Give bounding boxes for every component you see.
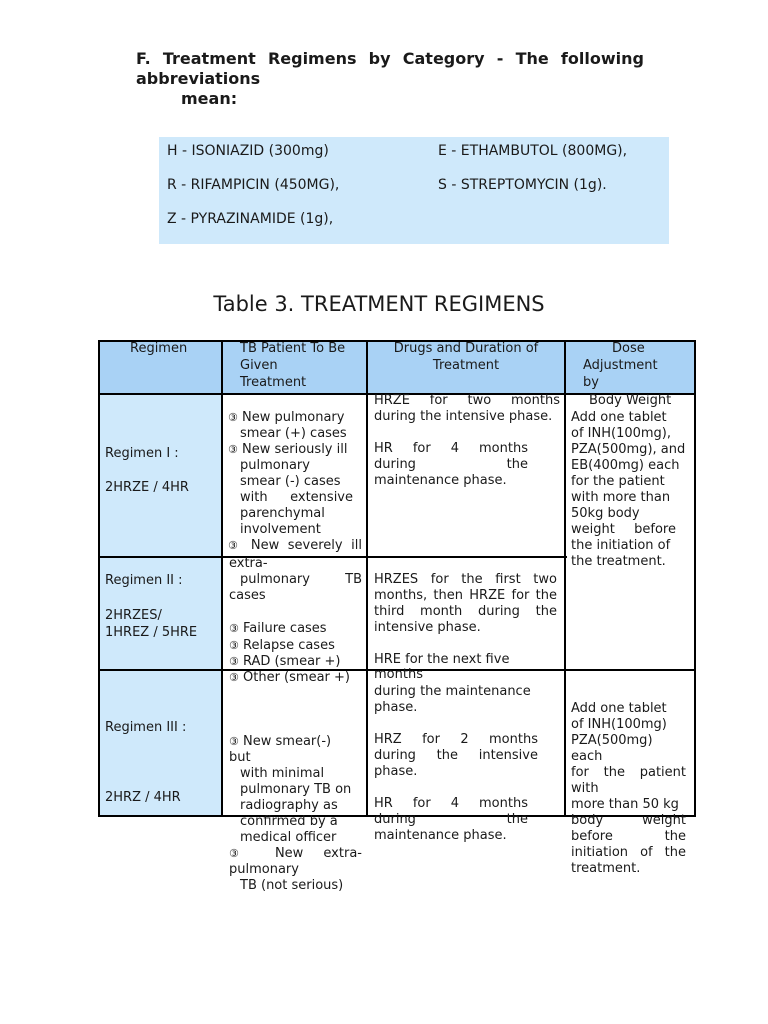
dose-text: Add one tablet [571, 701, 667, 716]
header-patient-line: Treatment [240, 375, 307, 390]
heading-line-1 [136, 49, 644, 69]
regimen-2-code: 2HRZES/ [105, 608, 162, 623]
header-dose-line: Body Weight [589, 393, 672, 408]
patient-item [229, 846, 362, 862]
drugs-text: phase. [374, 764, 418, 779]
dose-text: for the patient [571, 474, 665, 489]
drugs-text: during the maintenance [374, 684, 531, 699]
dose-text: of INH(100mg), [571, 426, 672, 441]
dose-text: more than 50 kg [571, 797, 679, 812]
heading-word: Treatment [162, 49, 256, 68]
regimen-3-code: 2HRZ / 4HR [105, 790, 181, 805]
patient-text: New smear(-) [243, 734, 332, 749]
header-dose-line: Adjustment [583, 358, 658, 373]
patient-text: pulmonary [229, 862, 299, 877]
regimen-1-code: 2HRZE / 4HR [105, 480, 189, 495]
dose-text: each [571, 749, 603, 764]
header-regimen: Regimen [130, 341, 188, 356]
bullet-icon: ③ [229, 655, 239, 668]
drugs-text: HR for 4 months [374, 796, 528, 811]
drugs-text: third month during the [374, 604, 557, 619]
dose-text: treatment. [571, 861, 641, 876]
bullet-icon: ③ [228, 443, 238, 456]
dose-text: EB(400mg) each [571, 458, 680, 473]
dose-text: Add one tablet [571, 410, 667, 425]
heading-word: following [560, 49, 644, 68]
dose-text: 50kg body [571, 506, 640, 521]
drugs-text: during the [374, 812, 528, 827]
drugs-text: HRZE for two months [374, 393, 560, 408]
table-title: Table 3. TREATMENT REGIMENS [213, 292, 545, 316]
patient-text: Other (smear +) [243, 670, 350, 685]
dose-text: initiation of the [571, 845, 686, 860]
patient-text: with extensive [240, 490, 353, 505]
drugs-text: during the [374, 457, 528, 472]
drugs-text: months, then HRZE for the [374, 588, 557, 603]
patient-text: cases [229, 588, 266, 603]
heading-word: by [368, 49, 391, 68]
abbreviation-ethambutol: E - ETHAMBUTOL (800MG), [438, 143, 628, 159]
patient-text: pulmonary [240, 458, 310, 473]
patient-text: Failure cases [243, 621, 327, 636]
drugs-text: HRZ for 2 months [374, 732, 538, 747]
abbreviations-box [159, 137, 669, 244]
dose-text: weight before [571, 522, 676, 537]
patient-text: pulmonary TB on [240, 782, 352, 797]
patient-text: smear (+) cases [240, 426, 347, 441]
patient-text: with minimal [240, 766, 325, 781]
abbreviation-isoniazid: H - ISONIAZID (300mg) [167, 143, 329, 159]
column-divider-2 [366, 340, 368, 817]
patient-text: involvement [240, 522, 321, 537]
bullet-icon: ③ [229, 847, 255, 860]
patient-item [229, 638, 335, 654]
dose-text: PZA(500mg) [571, 733, 653, 748]
drugs-text: HRE for the next five [374, 652, 510, 667]
patient-item [229, 670, 350, 686]
dose-text: the treatment. [571, 554, 666, 569]
abbreviation-rifampicin: R - RIFAMPICIN (450MG), [167, 177, 340, 193]
patient-text: TB (not serious) [240, 878, 344, 893]
drugs-text: HR for 4 months [374, 441, 528, 456]
regimen-1-name: Regimen I : [105, 446, 179, 461]
heading-word: Regimens [267, 49, 357, 68]
row-divider-1 [98, 556, 567, 558]
dose-text: PZA(500mg), and [571, 442, 686, 457]
abbreviation-streptomycin: S - STREPTOMYCIN (1g). [438, 177, 607, 193]
dose-text: with more than [571, 490, 671, 505]
drugs-text: HRZES for the first two [374, 572, 557, 587]
patient-text: New extra- [274, 846, 362, 861]
patient-text: medical officer [240, 830, 337, 845]
bullet-icon: ③ [229, 671, 239, 684]
abbreviation-pyrazinamide: Z - PYRAZINAMIDE (1g), [167, 211, 334, 227]
patient-item [229, 734, 331, 750]
patient-text: radiography as [240, 798, 338, 813]
drugs-text: intensive phase. [374, 620, 481, 635]
column-divider-3 [564, 340, 566, 817]
patient-text: pulmonary TB [240, 572, 362, 587]
header-patient-line: Given [240, 358, 278, 373]
bullet-icon: ③ [229, 735, 239, 748]
bullet-icon: ③ [229, 622, 239, 635]
patient-text: smear (-) cases [240, 474, 341, 489]
bullet-icon: ③ [228, 411, 238, 424]
heading-line-2: abbreviations [136, 69, 261, 88]
patient-item [229, 654, 340, 670]
header-dose-line: Dose [612, 341, 645, 356]
dose-text: body weight [571, 813, 686, 828]
patient-text: extra- [229, 556, 268, 571]
heading-word: - [496, 49, 504, 68]
regimen-2-code: 1HREZ / 5HRE [105, 625, 198, 640]
patient-text: parenchymal [240, 506, 325, 521]
drugs-text: maintenance phase. [374, 828, 507, 843]
header-drugs-line: Drugs and Duration of [393, 341, 539, 356]
header-drugs-line: Treatment [432, 358, 500, 373]
header-dose-line: by [583, 375, 599, 390]
patient-text: New seriously ill [242, 442, 348, 457]
bullet-icon: ③ [229, 639, 239, 652]
heading-word: Category [402, 49, 485, 68]
section-letter: F. [136, 49, 151, 68]
patient-item [228, 538, 362, 554]
patient-text: confirmed by a [240, 814, 338, 829]
patient-item [228, 410, 344, 426]
regimen-2-name: Regimen II : [105, 573, 183, 588]
drugs-text: phase. [374, 700, 418, 715]
dose-text: the initiation of [571, 538, 671, 553]
header-patient-line: TB Patient To Be [240, 341, 346, 356]
bullet-icon: ③ [228, 539, 243, 552]
dose-text: with [571, 781, 599, 796]
section-heading [136, 49, 644, 109]
drugs-text: during the intensive phase. [374, 409, 553, 424]
drugs-text: maintenance phase. [374, 473, 507, 488]
regimen-3-name: Regimen III : [105, 720, 187, 735]
table-border-right [694, 340, 696, 817]
drugs-text: months [374, 667, 423, 682]
dose-text: before the [571, 829, 686, 844]
patient-item [228, 442, 347, 458]
dose-text: of INH(100mg) [571, 717, 667, 732]
patient-text: New pulmonary [242, 410, 345, 425]
patient-text: Relapse cases [243, 638, 335, 653]
patient-text: RAD (smear +) [243, 654, 341, 669]
heading-word: The [515, 49, 549, 68]
patient-text: but [229, 750, 251, 765]
patient-item [229, 621, 327, 637]
heading-line-3: mean: [181, 89, 238, 108]
dose-text: for the patient [571, 765, 686, 780]
patient-text: New severely ill [250, 538, 362, 553]
column-divider-1 [221, 340, 223, 817]
table-border-left [98, 340, 100, 817]
drugs-text: during the intensive [374, 748, 538, 763]
